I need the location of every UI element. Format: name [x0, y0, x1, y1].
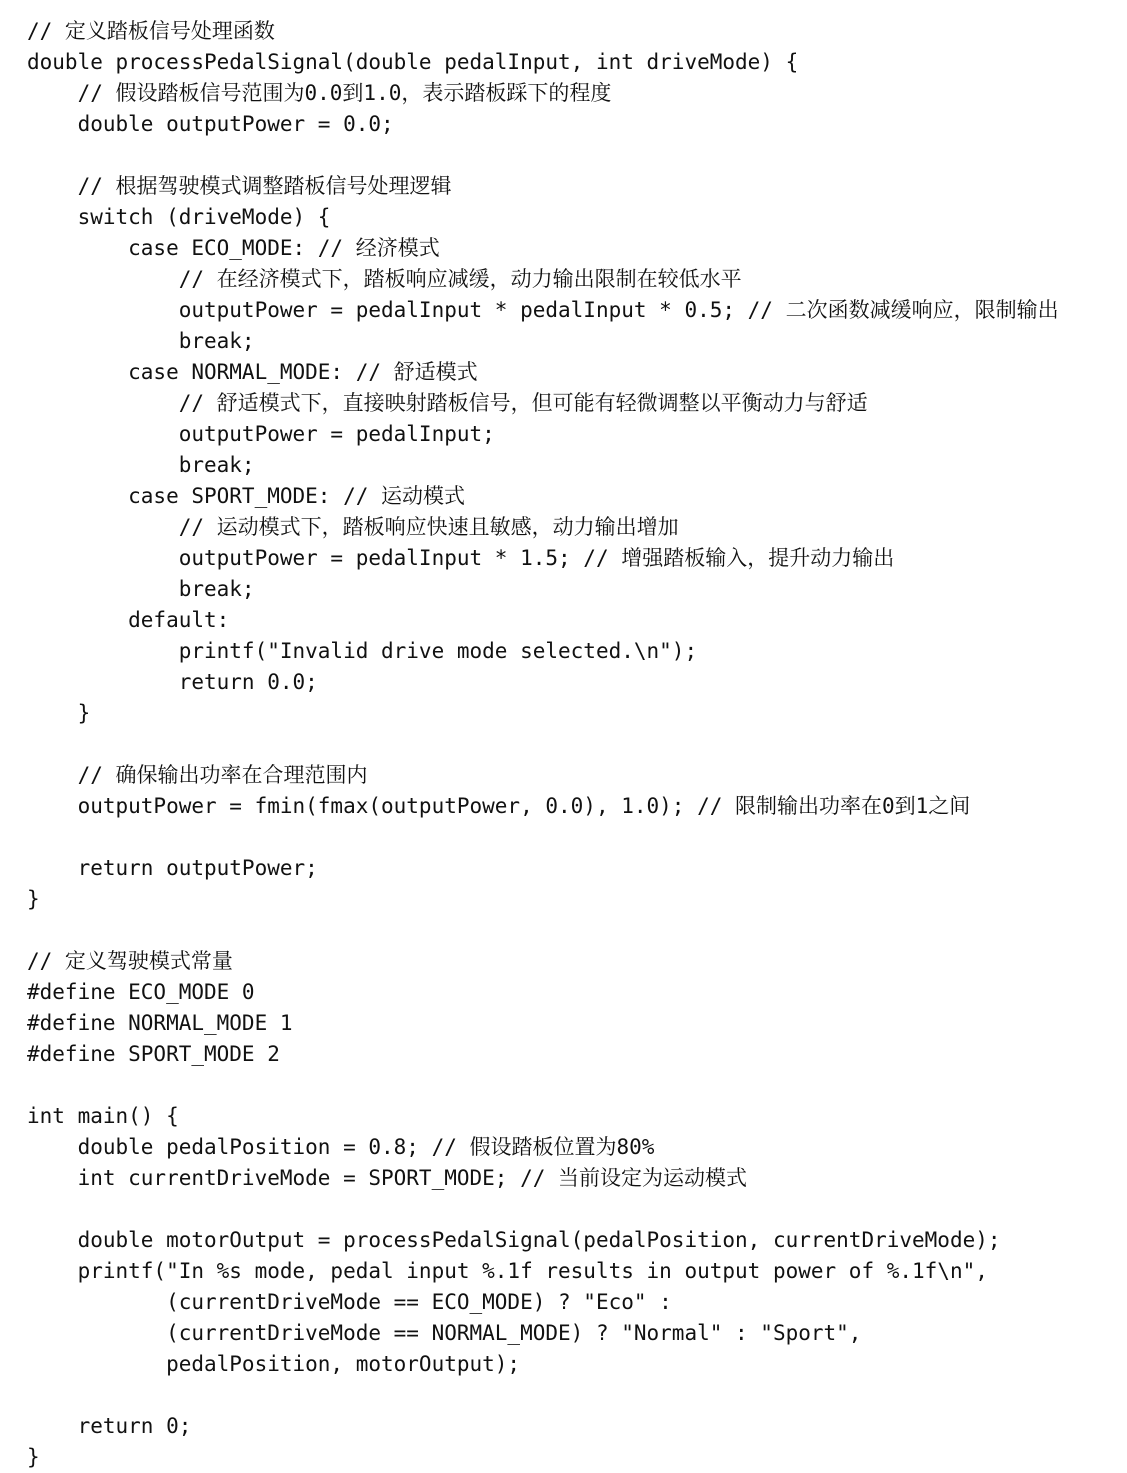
code-line: printf("In %s mode, pedal input %.1f results in output power of %.1f\n",	[27, 1259, 988, 1283]
code-line: // 在经济模式下，踏板响应减缓，动力输出限制在较低水平	[27, 267, 742, 291]
code-line	[27, 729, 1127, 760]
code-line: return outputPower;	[27, 856, 318, 880]
code-line	[27, 822, 1127, 853]
code-line: }	[27, 701, 91, 725]
code-line: break;	[27, 329, 255, 353]
code-line: double processPedalSignal(double pedalInput, int driveMode) {	[27, 50, 799, 74]
code-line	[27, 1070, 1127, 1101]
code-line: switch (driveMode) {	[27, 205, 331, 229]
code-line: #define ECO_MODE 0	[27, 980, 255, 1004]
code-line: double pedalPosition = 0.8; // 假设踏板位置为80%	[27, 1135, 655, 1159]
code-line: case ECO_MODE: // 经济模式	[27, 236, 440, 260]
code-line: outputPower = fmin(fmax(outputPower, 0.0), 1.0); // 限制输出功率在0到1之间	[27, 794, 971, 818]
code-line: // 假设踏板信号范围为0.0到1.0，表示踏板踩下的程度	[27, 81, 612, 105]
code-line: int currentDriveMode = SPORT_MODE; // 当前设定为运动模式	[27, 1166, 748, 1190]
code-line: default:	[27, 608, 230, 632]
code-line: printf("Invalid drive mode selected.\n");	[27, 639, 698, 663]
code-line	[27, 915, 1127, 946]
code-line: pedalPosition, motorOutput);	[27, 1352, 521, 1376]
code-line	[27, 1380, 1127, 1411]
code-line	[27, 1194, 1127, 1225]
code-line: // 运动模式下，踏板响应快速且敏感，动力输出增加	[27, 515, 679, 539]
code-line: (currentDriveMode == ECO_MODE) ? "Eco" :	[27, 1290, 672, 1314]
code-line: (currentDriveMode == NORMAL_MODE) ? "Normal" : "Sport",	[27, 1321, 862, 1345]
code-line: case NORMAL_MODE: // 舒适模式	[27, 360, 478, 384]
code-line: // 舒适模式下，直接映射踏板信号，但可能有轻微调整以平衡动力与舒适	[27, 391, 868, 415]
code-line: outputPower = pedalInput * 1.5; // 增强踏板输入，提升动力输出	[27, 546, 895, 570]
code-line: return 0.0;	[27, 670, 318, 694]
code-block	[27, 16, 1127, 1473]
code-line: break;	[27, 577, 255, 601]
code-line: // 确保输出功率在合理范围内	[27, 763, 368, 787]
code-line: outputPower = pedalInput;	[27, 422, 495, 446]
code-line	[27, 140, 1127, 171]
code-line: }	[27, 887, 40, 911]
code-line: #define SPORT_MODE 2	[27, 1042, 280, 1066]
code-line: }	[27, 1445, 40, 1469]
code-line: double outputPower = 0.0;	[27, 112, 394, 136]
code-line: return 0;	[27, 1414, 192, 1438]
code-line: break;	[27, 453, 255, 477]
code-line: // 定义踏板信号处理函数	[27, 19, 275, 43]
code-line: outputPower = pedalInput * pedalInput * 0.5; // 二次函数减缓响应，限制输出	[27, 298, 1059, 322]
code-line: int main() {	[27, 1104, 179, 1128]
code-line: case SPORT_MODE: // 运动模式	[27, 484, 466, 508]
code-line: double motorOutput = processPedalSignal(pedalPosition, currentDriveMode);	[27, 1228, 1001, 1252]
code-line: #define NORMAL_MODE 1	[27, 1011, 293, 1035]
code-line: // 根据驾驶模式调整踏板信号处理逻辑	[27, 174, 452, 198]
code-line: // 定义驾驶模式常量	[27, 949, 233, 973]
